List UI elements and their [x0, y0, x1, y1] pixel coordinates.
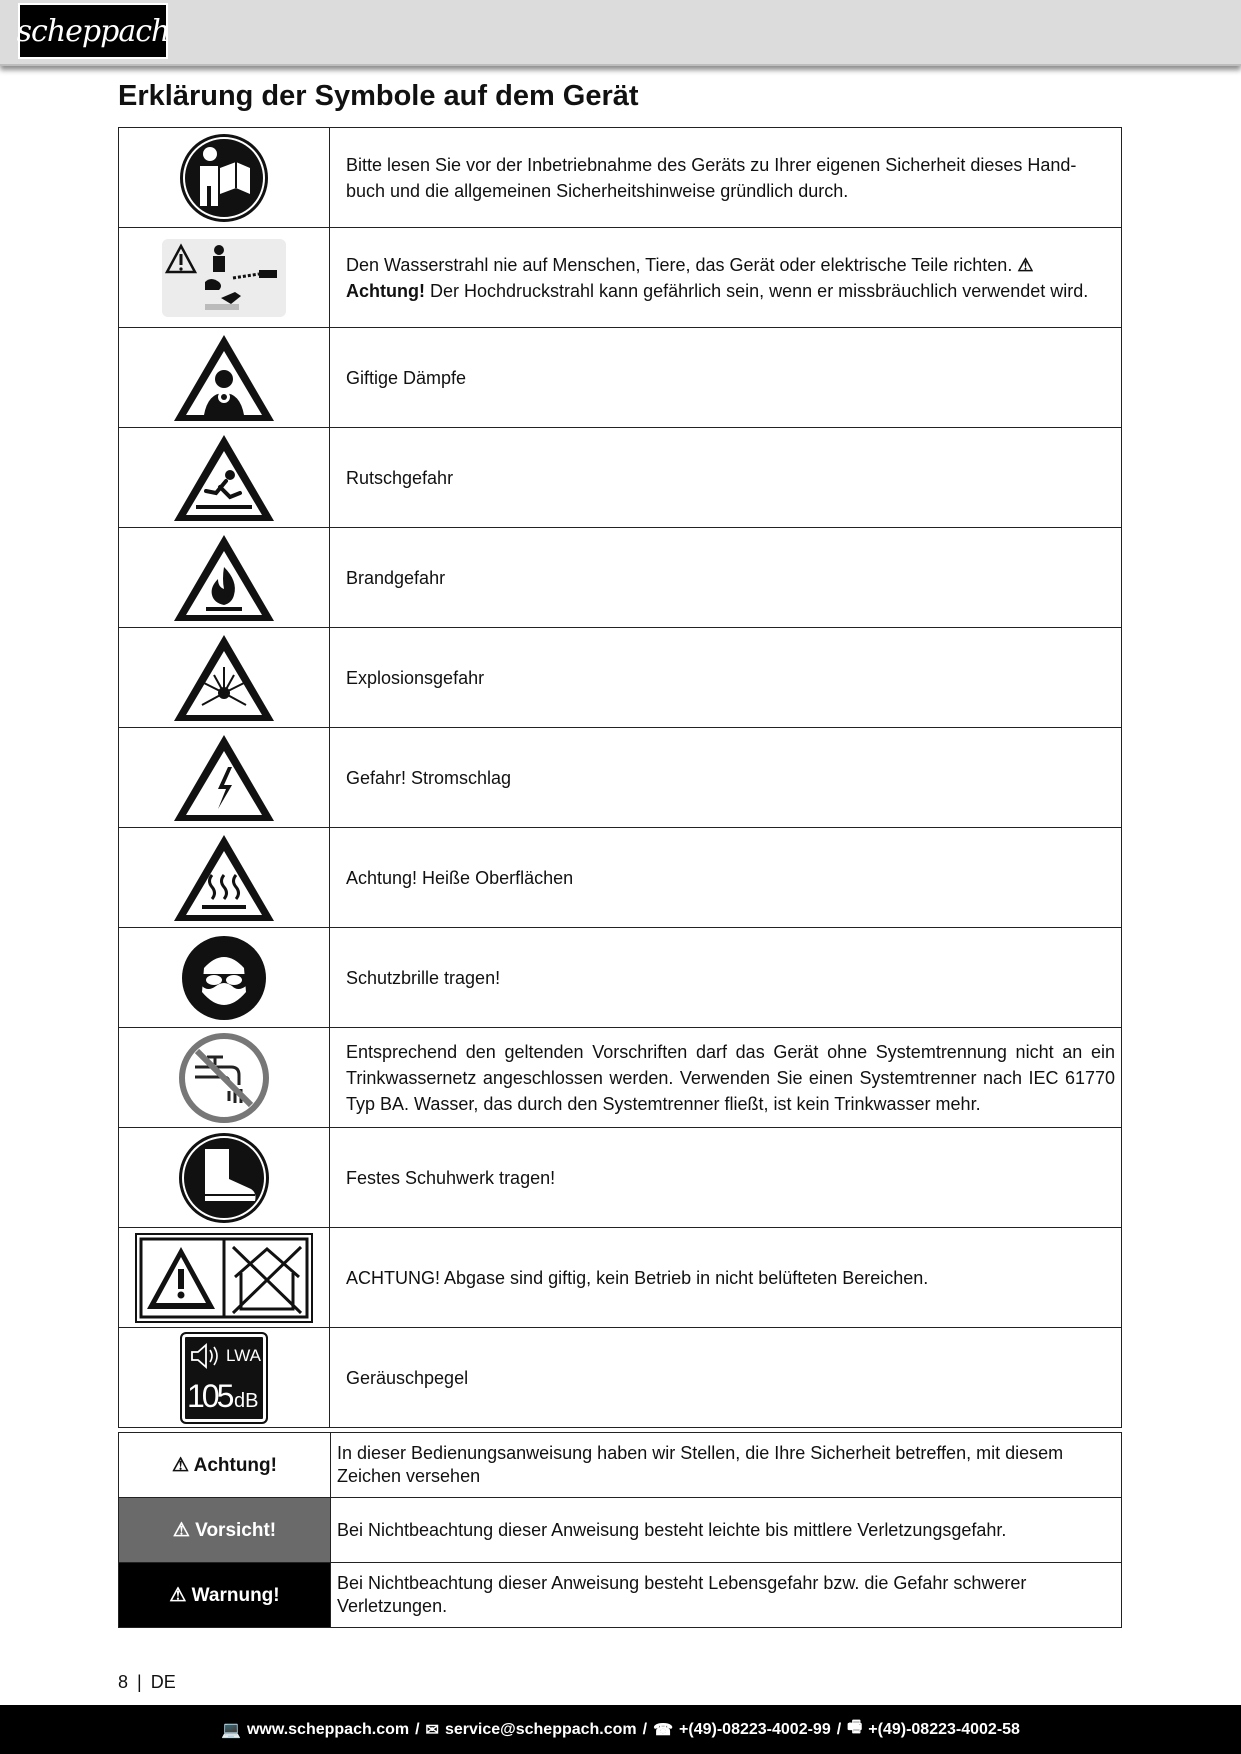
- signal-word-description: Bei Nichtbeachtung dieser Anweisung besteht Lebensgefahr bzw. die Gefahr schwerer Verletzungen.: [331, 1563, 1122, 1628]
- symbol-icon-cell: [119, 228, 330, 328]
- symbol-description: Schutzbrille tragen!: [330, 928, 1122, 1028]
- table-row: [119, 728, 1122, 828]
- symbol-text-part: Den Wasserstrahl nie auf Menschen, Tiere, das Gerät oder elektrische Teile richten.: [346, 254, 1018, 275]
- symbol-icon-cell: [119, 728, 330, 828]
- table-row: [119, 1563, 1122, 1628]
- signal-word-description: Bei Nichtbeachtung dieser Anweisung besteht leichte bis mittlere Verletzungsgefahr.: [331, 1498, 1122, 1563]
- symbol-icon-cell: [119, 828, 330, 928]
- table-row: [119, 1128, 1122, 1228]
- symbol-icon-cell: [119, 328, 330, 428]
- symbol-icon-cell: [119, 128, 330, 228]
- table-row: [119, 128, 1122, 228]
- footer-separator: /: [642, 1720, 648, 1738]
- table-row: [119, 628, 1122, 728]
- table-row: [119, 1228, 1122, 1328]
- water-jet-warning-icon: [161, 238, 287, 318]
- footer-phone: +(49)-08223-4002-99: [679, 1720, 831, 1738]
- speaker-icon: [190, 1342, 220, 1370]
- footer-website[interactable]: www.scheppach.com: [246, 1720, 410, 1738]
- table-row: [119, 328, 1122, 428]
- symbol-icon-cell: [119, 1028, 330, 1128]
- footer-bar: [0, 1705, 1241, 1754]
- symbol-icon-cell: [119, 628, 330, 728]
- page-title: Erklärung der Symbole auf dem Gerät: [118, 80, 639, 112]
- slip-hazard-icon: [170, 431, 278, 525]
- electric-shock-icon: [170, 731, 278, 825]
- fax-icon: 🖷: [847, 1719, 863, 1736]
- scheppach-logo: [18, 3, 168, 59]
- logo-text: scheppach: [16, 13, 170, 49]
- footer-fax: +(49)-08223-4002-58: [868, 1720, 1020, 1738]
- table-row: [119, 428, 1122, 528]
- read-manual-icon: [178, 132, 270, 224]
- symbol-text-bold: ⚠ Achtung!: [346, 254, 1034, 301]
- symbol-description: Bitte lesen Sie vor der Inbetriebnahme des Geräts zu Ihrer eigenen Sicherheit dieses Hand-buch und die allgemeinen Sicherheitshinweise gründlich durch.: [330, 128, 1122, 228]
- language-code: DE: [150, 1672, 176, 1692]
- signal-word-warnung: ⚠ Warnung!: [119, 1563, 331, 1628]
- symbol-description: Explosionsgefahr: [330, 628, 1122, 728]
- mail-icon: ✉: [425, 1721, 439, 1739]
- toxic-fumes-icon: [170, 331, 278, 425]
- symbol-icon-cell: [119, 528, 330, 628]
- signal-word-achtung: ⚠ Achtung!: [119, 1433, 331, 1498]
- noise-unit: dB: [234, 1389, 259, 1412]
- safety-boots-icon: [177, 1131, 271, 1225]
- table-row: [119, 828, 1122, 928]
- laptop-icon: 💻: [221, 1721, 241, 1739]
- sound-power-level-icon: [180, 1332, 268, 1424]
- symbols-table: [118, 127, 1122, 1428]
- footer-separator: /: [836, 1720, 842, 1738]
- table-row: [119, 1328, 1122, 1428]
- symbol-icon-cell: [119, 1128, 330, 1228]
- symbol-icon-cell: [119, 928, 330, 1028]
- symbol-text-part: Der Hochdruckstrahl kann gefährlich sein, wenn er missbräuchlich verwendet wird.: [424, 280, 1089, 301]
- symbol-description: Rutschgefahr: [330, 428, 1122, 528]
- header-bar: [0, 0, 1241, 66]
- table-row: [119, 928, 1122, 1028]
- symbol-description: Entsprechend den geltenden Vorschriften darf das Gerät ohne Systemtrennung nicht an ein Trinkwassernetz angeschlossen werden. Verwenden Sie einen Systemtrenner nach IEC 61770 Typ BA. Wasser, das durch den Systemtrenner fließt, ist kein Trinkwasser mehr.: [330, 1028, 1122, 1128]
- hot-surface-icon: [170, 831, 278, 925]
- symbol-description: Geräuschpegel: [330, 1328, 1122, 1428]
- phone-icon: ☎: [653, 1721, 674, 1739]
- signal-words-table: [118, 1432, 1122, 1628]
- page-number-divider: |: [137, 1672, 142, 1692]
- page-number: [118, 1672, 176, 1693]
- table-row: [119, 1433, 1122, 1498]
- symbol-description: Giftige Dämpfe: [330, 328, 1122, 428]
- exhaust-indoor-warning-icon: [135, 1233, 313, 1323]
- symbol-icon-cell: [119, 428, 330, 528]
- symbol-description: Achtung! Heiße Oberflächen: [330, 828, 1122, 928]
- symbol-description: Festes Schuhwerk tragen!: [330, 1128, 1122, 1228]
- lwa-label: LWA: [226, 1345, 261, 1365]
- no-drinking-water-connection-icon: [177, 1031, 271, 1125]
- symbol-description: Brandgefahr: [330, 528, 1122, 628]
- page-number-value: 8: [118, 1672, 129, 1692]
- explosion-hazard-icon: [170, 631, 278, 725]
- signal-word-vorsicht: ⚠ Vorsicht!: [119, 1498, 331, 1563]
- fire-hazard-icon: [170, 531, 278, 625]
- table-row: [119, 1028, 1122, 1128]
- symbol-icon-cell: [119, 1328, 330, 1428]
- table-row: [119, 1498, 1122, 1563]
- symbol-description: [330, 228, 1122, 328]
- footer-email[interactable]: service@scheppach.com: [444, 1720, 637, 1738]
- safety-goggles-icon: [180, 934, 268, 1022]
- symbol-description: ACHTUNG! Abgase sind giftig, kein Betrieb in nicht belüfteten Bereichen.: [330, 1228, 1122, 1328]
- table-row: [119, 228, 1122, 328]
- table-row: [119, 528, 1122, 628]
- symbol-icon-cell: [119, 1228, 330, 1328]
- footer-separator: /: [415, 1720, 420, 1738]
- signal-word-description: In dieser Bedienungsanweisung haben wir Stellen, die Ihre Sicherheit betreffen, mit diesem Zeichen versehen: [331, 1433, 1122, 1498]
- noise-value: 105: [187, 1377, 232, 1414]
- symbol-description: Gefahr! Stromschlag: [330, 728, 1122, 828]
